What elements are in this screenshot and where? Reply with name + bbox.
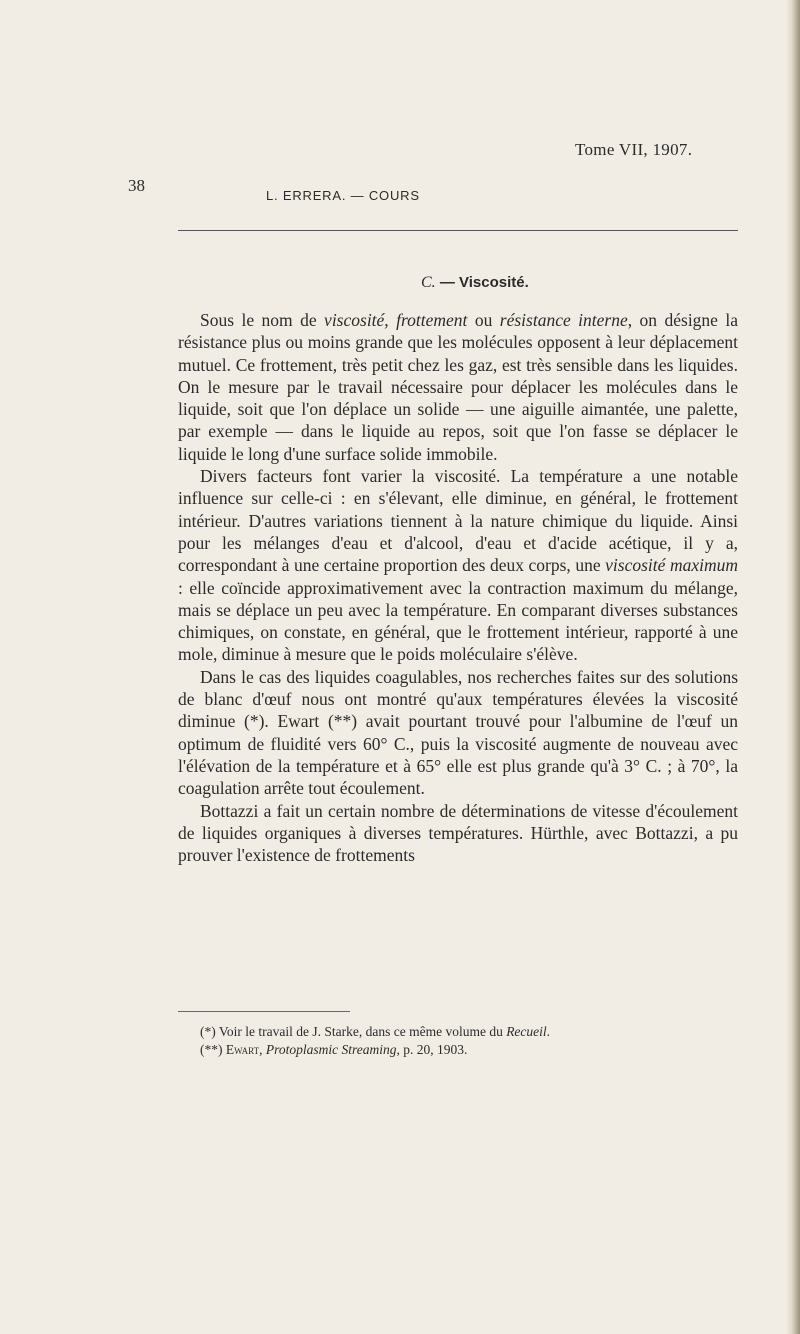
footnote-2 — [200, 1041, 740, 1059]
footnote-text: Voir le travail de J. Starke, dans ce même volume du — [218, 1024, 507, 1039]
text-span: ou — [467, 310, 500, 330]
text-span: Sous le nom de — [200, 310, 325, 330]
section-title — [421, 274, 529, 292]
paragraph-coagulable-liquids — [178, 666, 738, 800]
text-span: Divers facteurs font varier la viscosité. La température a une notable influence sur celle-ci : en s'élevant, elle diminue, en général, le frottement intérieur. D'autres variations tiennent à la nature chimique du liquide. Ainsi pour les mélanges d'eau et d'alcool, d'eau et d'acide acétique, il y a, correspondant à une certaine proportion des deux corps, une — [178, 466, 738, 576]
italic-term: viscosité maximum — [605, 555, 738, 576]
text-span: Bottazzi a fait un certain nombre de déterminations de vitesse d'écoulement de liquides organiques à diverses températures. Hürthle, avec Bottazzi, a pu prouver l'existence de frottements — [178, 800, 738, 866]
section-title-text: — Viscosité. — [439, 274, 529, 291]
paragraph-viscosity-definition — [178, 309, 738, 465]
footnotes — [200, 1023, 740, 1059]
running-head: L. ERRERA. — COURS — [266, 188, 420, 203]
footnote-1 — [200, 1023, 740, 1041]
italic-term: résistance interne — [499, 310, 628, 330]
footnote-text: , p. 20, 1903. — [396, 1042, 468, 1057]
footnote-italic: Protoplasmic Streaming — [265, 1042, 397, 1057]
footnote-author: Ewart — [225, 1042, 260, 1057]
italic-term: viscosité, frottement — [324, 310, 468, 330]
page-edge-shadow — [786, 0, 800, 1334]
footnote-mark: (**) — [200, 1042, 223, 1057]
footnote-mark: (*) — [200, 1024, 216, 1039]
footnote-italic: Recueil — [506, 1024, 547, 1039]
header-rule — [178, 230, 738, 231]
paragraph-bottazzi — [178, 800, 738, 867]
tome-header: Tome VII, 1907. — [575, 140, 693, 159]
text-span: : elle coïncide approximativement avec la contraction maximum du mélange, mais se déplace un peu avec la température. En comparant diverses substances chimiques, on constate, en général, que le frottement intérieur, rapporté à une mole, diminue à mesure que le poids moléculaire s'élève. — [178, 577, 738, 665]
footnote-rule — [178, 1011, 350, 1012]
text-span: , on désigne la résistance plus ou moins grande que les molécules opposent à leur déplacement mutuel. Ce frottement, très petit chez les gaz, est très sensible dans les liquides. On le mesure par le travail nécessaire pour déplacer les molécules dans le liquide, soit que l'on déplace un solide — une aiguille aimantée, une palette, par exemple — dans le liquide au repos, soit que l'on fasse se déplacer le liquide le long d'une surface solide immobile. — [178, 310, 739, 464]
paragraph-factors — [178, 465, 738, 666]
body-text — [178, 309, 738, 866]
footnote-text: . — [546, 1024, 551, 1039]
section-letter: C. — [421, 274, 436, 291]
text-span: Dans le cas des liquides coagulables, nos recherches faites sur des solutions de blanc d'œuf nous ont montré qu'aux températures élevées la viscosité diminue (*). Ewart (**) avait pourtant trouvé pour l'albumine de l'œuf un optimum de fluidité vers 60° C., puis la viscosité augmente de nouveau avec l'élévation de la température et à 65° elle est plus grande qu'à 3° C. ; à 70°, la coagulation arrête tout écoulement. — [178, 666, 738, 799]
footnote-text: , — [259, 1042, 266, 1057]
page-number: 38 — [128, 176, 145, 195]
